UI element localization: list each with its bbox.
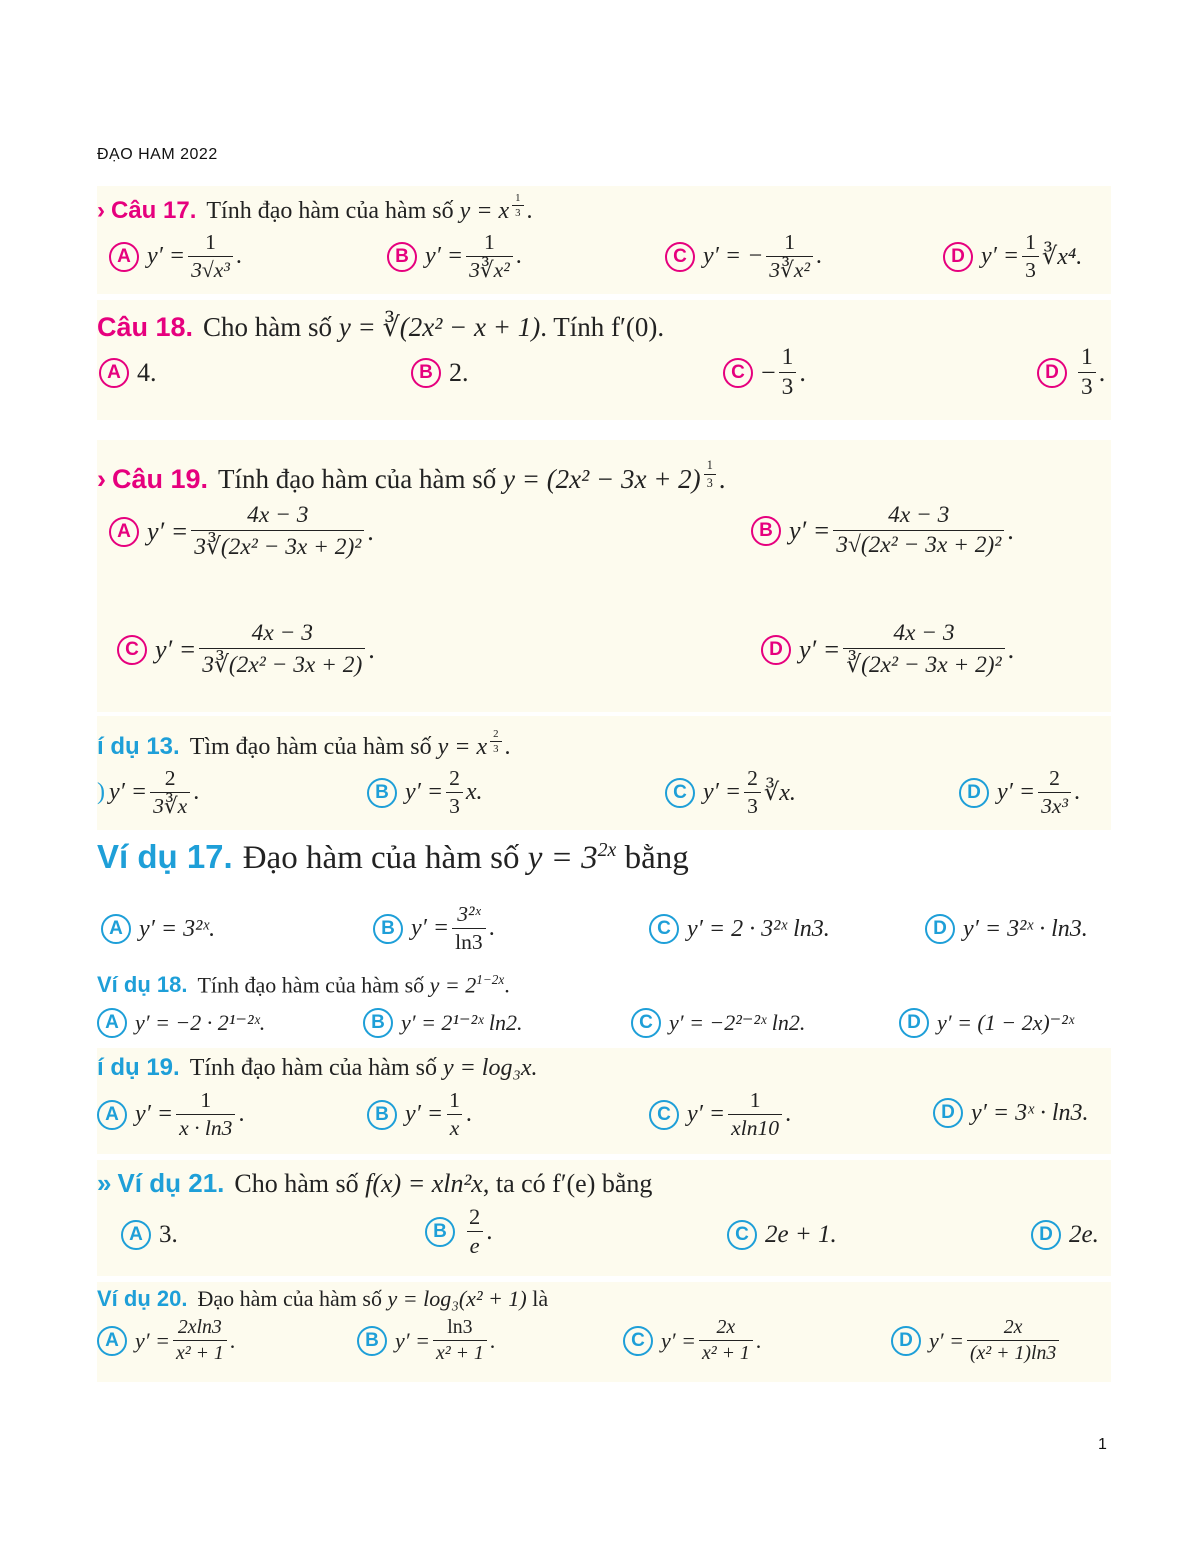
option-d[interactable] bbox=[899, 1008, 1074, 1038]
question-expression: y = (2x² − 3x + 2) bbox=[502, 464, 701, 495]
option-denominator: ∛(2x² − 3x + 2)² bbox=[843, 648, 1004, 679]
option-letter: A bbox=[97, 1100, 127, 1130]
option-numerator: 1 bbox=[781, 344, 794, 370]
example-17-stem: Ví dụ 17. Đạo hàm của hàm số $y = 3^{2x}$ bằng bbox=[97, 838, 689, 876]
option-lhs: y′ = bbox=[425, 243, 464, 269]
option-numerator: 2 bbox=[469, 1204, 481, 1229]
option-letter: D bbox=[959, 778, 989, 808]
question-tail: bằng bbox=[624, 840, 689, 876]
question-label: Ví dụ 18. bbox=[97, 972, 188, 998]
option-letter: A bbox=[97, 1008, 127, 1038]
option-lhs: y′ = bbox=[405, 779, 444, 805]
option-d[interactable] bbox=[891, 1316, 1062, 1365]
option-lhs: y′ = bbox=[661, 1327, 696, 1353]
option-letter: C bbox=[665, 242, 695, 272]
option-a[interactable]: ) y′ = $\frac{2}{3∛x}$ . bbox=[97, 766, 200, 818]
option-numerator: 1 bbox=[1081, 344, 1093, 370]
option-numerator: 2 bbox=[747, 766, 758, 790]
option-lhs: y′ = bbox=[395, 1327, 430, 1353]
option-d[interactable]: D y′ = $\frac{4x - 3}{\text{∛(2x² − 3x + 2)²}}$ . bbox=[761, 620, 1014, 679]
option-letter: B bbox=[357, 1326, 387, 1356]
option-letter: ) bbox=[97, 779, 105, 805]
option-letter: C bbox=[665, 778, 695, 808]
option-b[interactable]: B y′ = $\frac{\ln 3}{\text{x² + 1}}$ . bbox=[357, 1316, 495, 1365]
double-chevron-right-icon: » bbox=[97, 1168, 112, 1198]
option-denominator: 3∛(2x² − 3x + 2)² bbox=[191, 530, 364, 561]
option-denominator: e bbox=[467, 1231, 483, 1259]
question-tail: là bbox=[532, 1286, 549, 1311]
option-b[interactable]: B y′ = $\frac{1}{\text{3∛x²}}$ . bbox=[387, 230, 522, 283]
option-letter: D bbox=[925, 914, 955, 944]
question-prompt: Tính đạo hàm của hàm số bbox=[189, 1055, 437, 1081]
option-c[interactable]: C y′ = $\frac{2x}{\text{x² + 1}}$ . bbox=[623, 1316, 761, 1365]
option-tail: ∛x. bbox=[763, 780, 796, 806]
option-numerator: 1 bbox=[749, 1088, 761, 1112]
option-letter: B bbox=[367, 778, 397, 808]
question-prompt: Tính đạo hàm của hàm số bbox=[197, 972, 425, 998]
option-letter: D bbox=[933, 1098, 963, 1128]
question-prompt: Đạo hàm của hàm số bbox=[197, 1286, 382, 1311]
option-d[interactable] bbox=[933, 1098, 1089, 1128]
question-expression: y = x bbox=[437, 733, 488, 760]
option-letter: C bbox=[117, 635, 147, 665]
question-expression: y = x bbox=[459, 197, 510, 224]
option-text: y′ = −2²⁻²ˣ ln2. bbox=[669, 1010, 806, 1035]
option-text: 3. bbox=[159, 1221, 178, 1248]
option-text: y′ = 3ˣ · ln3. bbox=[971, 1099, 1089, 1126]
option-denominator: 3∛x² bbox=[766, 256, 813, 283]
option-b[interactable] bbox=[367, 766, 483, 819]
option-lhs: − bbox=[761, 357, 776, 387]
option-letter: B bbox=[367, 1100, 397, 1130]
question-prompt: Tính đạo hàm của hàm số bbox=[206, 197, 454, 224]
example-20-stem bbox=[97, 1286, 548, 1312]
question-prompt: Tìm đạo hàm của hàm số bbox=[189, 733, 432, 760]
option-letter: C bbox=[649, 914, 679, 944]
option-letter: B bbox=[363, 1008, 393, 1038]
chevron-right-icon: › bbox=[97, 464, 106, 495]
option-lhs: y′ = bbox=[405, 1101, 444, 1127]
question-expression: y = ∛(2x² − x + 1) bbox=[338, 312, 541, 342]
option-lhs: y′ = bbox=[155, 634, 197, 664]
option-d[interactable] bbox=[925, 914, 1088, 944]
option-denominator: 3 bbox=[1022, 256, 1039, 283]
option-letter: D bbox=[1031, 1220, 1061, 1250]
question-label: Câu 17. bbox=[111, 196, 197, 224]
option-lhs: y′ = bbox=[135, 1327, 170, 1353]
option-c[interactable]: C − $\frac{1}{3}$ . bbox=[723, 344, 806, 401]
option-numerator: 4x − 3 bbox=[251, 620, 313, 646]
option-numerator: 1 bbox=[449, 1088, 460, 1112]
option-c[interactable] bbox=[649, 914, 830, 944]
document-header: ĐẠO HAM 2022 bbox=[97, 146, 218, 163]
option-a[interactable]: A y′ = $\frac{4x - 3}{\text{3∛(2x² − 3x + 2)²}}$ . bbox=[109, 502, 374, 561]
option-text: 2. bbox=[449, 358, 469, 387]
option-lhs: y′ = bbox=[703, 779, 742, 805]
option-denominator: x bbox=[447, 1114, 463, 1141]
option-lhs: y′ = bbox=[789, 515, 831, 545]
example-13 bbox=[97, 716, 1111, 830]
question-17-stem: › Câu 17. Tính đạo hàm của hàm số y = x $^{\frac{1}{3}}$ . bbox=[97, 192, 533, 224]
option-lhs: y′ = bbox=[981, 243, 1020, 269]
option-numerator: 4x − 3 bbox=[247, 502, 309, 528]
option-lhs: y′ = bbox=[997, 779, 1036, 805]
example-17 bbox=[97, 834, 1111, 968]
option-numerator: 3²ˣ bbox=[457, 902, 481, 926]
option-b[interactable] bbox=[411, 358, 469, 388]
option-text: 2e + 1. bbox=[765, 1221, 837, 1248]
option-letter: D bbox=[899, 1008, 929, 1038]
option-c[interactable]: C y′ = $\frac{4x - 3}{\text{3∛(2x² − 3x + 2)}}$ . bbox=[117, 620, 375, 679]
example-20 bbox=[97, 1282, 1111, 1382]
question-expression: y = log₃x. bbox=[442, 1055, 538, 1081]
option-a[interactable]: A y′ = $\frac{1}{\text{3√x³}}$ . bbox=[109, 230, 242, 283]
option-lhs: y′ = bbox=[929, 1327, 964, 1353]
option-letter: D bbox=[943, 242, 973, 272]
option-numerator: 1 bbox=[484, 230, 495, 254]
option-lhs: y′ = − bbox=[703, 243, 764, 269]
option-lhs: y′ = bbox=[799, 634, 841, 664]
example-18-stem: Ví dụ 18. Tính đạo hàm của hàm số $y = 2^{1-2x}$. bbox=[97, 972, 510, 998]
question-label: Ví dụ 20. bbox=[97, 1286, 188, 1311]
option-denominator: x² + 1 bbox=[173, 1340, 227, 1365]
option-numerator: 2xln3 bbox=[177, 1316, 222, 1338]
option-a[interactable] bbox=[121, 1220, 178, 1250]
question-19-stem: › Câu 19. Tính đạo hàm của hàm số y = (2x² − 3x + 2) $^{\frac{1}{3}}$ . bbox=[97, 458, 726, 495]
example-21-stem bbox=[97, 1168, 652, 1199]
question-19 bbox=[97, 440, 1111, 712]
question-prompt: Đạo hàm của hàm số bbox=[242, 840, 520, 876]
option-numerator: 2 bbox=[449, 766, 460, 790]
option-letter: A bbox=[121, 1220, 151, 1250]
example-21 bbox=[97, 1160, 1111, 1276]
option-letter: A bbox=[109, 517, 139, 547]
option-a[interactable] bbox=[97, 1008, 265, 1038]
question-expression: f(x) = xln²x bbox=[365, 1169, 483, 1198]
option-letter: B bbox=[425, 1217, 455, 1247]
question-18-stem bbox=[97, 312, 664, 343]
question-tail: , ta có f′(e) bằng bbox=[482, 1169, 653, 1198]
option-d[interactable] bbox=[943, 230, 1082, 283]
example-18 bbox=[97, 968, 1111, 1046]
question-prompt: Cho hàm số bbox=[234, 1169, 359, 1198]
option-letter: A bbox=[99, 358, 129, 388]
option-lhs: y′ = bbox=[687, 1101, 726, 1127]
option-numerator: 1 bbox=[205, 230, 216, 254]
question-label: Ví dụ 21. bbox=[117, 1168, 225, 1198]
option-c[interactable] bbox=[727, 1220, 837, 1250]
option-lhs: y′ = bbox=[147, 516, 189, 546]
question-expression: y = 2 bbox=[429, 972, 477, 998]
example-19-stem bbox=[97, 1054, 537, 1082]
option-denominator: x · ln3 bbox=[176, 1114, 235, 1141]
option-text: y′ = 3²ˣ · ln3. bbox=[963, 915, 1088, 942]
page-number: 1 bbox=[1098, 1436, 1107, 1453]
option-text: y′ = 2 · 3²ˣ ln3. bbox=[687, 915, 830, 942]
option-numerator: 1 bbox=[784, 230, 795, 254]
option-letter: A bbox=[97, 1326, 127, 1356]
option-tail: x. bbox=[465, 779, 483, 805]
option-numerator: 4x − 3 bbox=[893, 620, 955, 646]
option-a[interactable]: A y′ = $\frac{1}{x \cdot \ln 3}$ . bbox=[97, 1088, 244, 1141]
option-text: 2e. bbox=[1069, 1221, 1099, 1248]
option-letter: A bbox=[109, 242, 139, 272]
example-13-stem: í dụ 13. Tìm đạo hàm của hàm số y = x $^{\frac{2}{3}}$ . bbox=[97, 728, 511, 760]
option-letter: B bbox=[751, 516, 781, 546]
option-b[interactable]: B $\frac{2}{e}$ . bbox=[425, 1204, 493, 1259]
option-denominator: xln10 bbox=[728, 1114, 782, 1141]
option-text: y′ = 3²ˣ. bbox=[139, 915, 216, 942]
question-expression: y = 3 bbox=[527, 840, 598, 876]
option-text: y′ = −2 · 2¹⁻²ˣ. bbox=[135, 1010, 266, 1035]
option-denominator: (x² + 1)ln3 bbox=[967, 1340, 1059, 1365]
option-numerator: 4x − 3 bbox=[888, 502, 950, 528]
option-text: 4. bbox=[137, 358, 157, 387]
question-prompt: Tính đạo hàm của hàm số bbox=[218, 464, 497, 495]
chevron-right-icon: › bbox=[97, 196, 105, 224]
option-letter: C bbox=[727, 1220, 757, 1250]
option-denominator: 3 bbox=[1078, 372, 1096, 401]
option-numerator: 1 bbox=[1025, 230, 1036, 254]
example-19 bbox=[97, 1048, 1111, 1154]
question-tail: . Tính f′(0). bbox=[540, 312, 665, 342]
option-c[interactable]: C y′ = $\frac{1}{xln10}$ . bbox=[649, 1088, 791, 1141]
option-tail: ∛x⁴. bbox=[1041, 244, 1083, 270]
option-denominator: x² + 1 bbox=[433, 1340, 487, 1365]
option-b[interactable]: B y′ = $\frac{4x - 3}{\text{3√(2x² − 3x + 2)²}}$ . bbox=[751, 502, 1014, 559]
option-b[interactable]: B y′ = $\frac{1}{x}$ . bbox=[367, 1088, 472, 1141]
option-lhs: y′ = bbox=[135, 1101, 174, 1127]
option-letter: B bbox=[373, 914, 403, 944]
option-denominator: 3x³ bbox=[1038, 792, 1071, 819]
question-prompt: Cho hàm số bbox=[203, 312, 333, 342]
option-denominator: 3√x³ bbox=[188, 256, 233, 283]
option-denominator: 3∛(2x² − 3x + 2) bbox=[199, 648, 365, 679]
option-c[interactable] bbox=[631, 1008, 805, 1038]
option-letter: B bbox=[411, 358, 441, 388]
option-b[interactable]: B y′ = $\frac{\text{3²ˣ}}{\ln 3}$ . bbox=[373, 902, 495, 955]
option-letter: C bbox=[623, 1326, 653, 1356]
option-numerator: 2x bbox=[716, 1316, 736, 1338]
option-c[interactable] bbox=[665, 766, 796, 819]
question-17 bbox=[97, 186, 1111, 294]
option-numerator: 2 bbox=[164, 766, 176, 790]
option-lhs: y′ = bbox=[109, 779, 148, 805]
option-denominator: 3∛x² bbox=[466, 256, 513, 283]
option-c[interactable]: C y′ = − $\frac{1}{\text{3∛x²}}$ . bbox=[665, 230, 822, 283]
option-lhs: y′ = bbox=[411, 915, 450, 941]
option-numerator: ln3 bbox=[447, 1316, 473, 1338]
option-denominator: 3√(2x² − 3x + 2)² bbox=[833, 530, 1004, 559]
option-denominator: ln3 bbox=[452, 928, 486, 955]
question-label: Câu 18. bbox=[97, 312, 194, 342]
question-18 bbox=[97, 300, 1111, 420]
option-letter: A bbox=[101, 914, 131, 944]
option-text: y′ = (1 − 2x)⁻²ˣ bbox=[937, 1010, 1075, 1035]
option-letter: B bbox=[387, 242, 417, 272]
option-denominator: 3 bbox=[446, 792, 463, 819]
question-label: Ví dụ 17. bbox=[97, 838, 233, 875]
option-a[interactable] bbox=[101, 914, 215, 944]
option-letter: D bbox=[761, 635, 791, 665]
option-d[interactable] bbox=[1031, 1220, 1099, 1250]
option-denominator: 3 bbox=[779, 372, 797, 401]
option-d[interactable]: D $\frac{1}{3}$ . bbox=[1037, 344, 1105, 401]
option-letter: D bbox=[891, 1326, 921, 1356]
option-letter: C bbox=[723, 358, 753, 388]
option-a[interactable]: A y′ = $\frac{2xln3}{\text{x² + 1}}$ . bbox=[97, 1316, 235, 1365]
option-text: y′ = 2¹⁻²ˣ ln2. bbox=[401, 1010, 523, 1035]
option-denominator: 3 bbox=[744, 792, 761, 819]
option-letter: C bbox=[631, 1008, 661, 1038]
option-numerator: 2x bbox=[1003, 1316, 1023, 1338]
option-d[interactable]: D y′ = $\frac{2}{\text{3x³}}$ . bbox=[959, 766, 1080, 819]
question-expression: y = log₃(x² + 1) bbox=[387, 1286, 527, 1311]
question-label: Câu 19. bbox=[112, 464, 209, 495]
option-numerator: 1 bbox=[200, 1088, 212, 1112]
option-denominator: x² + 1 bbox=[699, 1340, 753, 1365]
option-numerator: 2 bbox=[1049, 766, 1060, 790]
option-lhs: y′ = bbox=[147, 243, 186, 269]
option-a[interactable] bbox=[99, 358, 157, 388]
option-letter: C bbox=[649, 1100, 679, 1130]
question-label: í dụ 19. bbox=[97, 1054, 180, 1081]
question-label: í dụ 13. bbox=[97, 732, 180, 760]
option-letter: D bbox=[1037, 358, 1067, 388]
option-denominator: 3∛x bbox=[150, 792, 190, 819]
option-b[interactable] bbox=[363, 1008, 523, 1038]
